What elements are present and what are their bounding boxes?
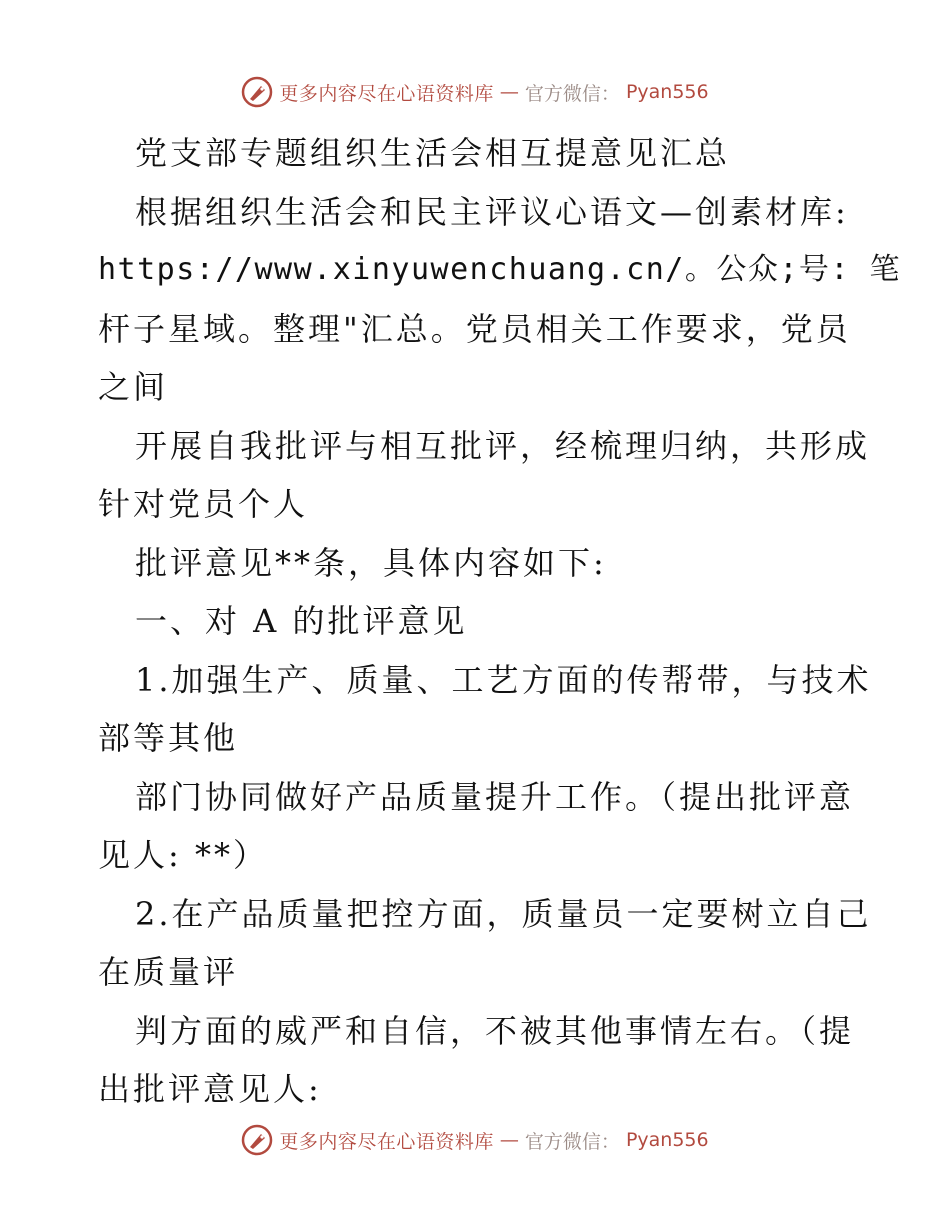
paragraph-line: 批评意见**条，具体内容如下:	[135, 543, 607, 582]
watermark-separator: —	[499, 81, 519, 103]
list-item-continuation: 在质量评	[98, 953, 239, 991]
pen-nib-icon	[241, 76, 273, 108]
list-item-continuation: 见人: **）	[98, 836, 268, 874]
watermark-label: 官方微信：	[524, 82, 620, 105]
watermark-account: Pyan556	[625, 1129, 709, 1151]
paragraph-line: 之间	[98, 368, 169, 406]
paragraph-line: 根据组织生活会和民主评议心语文—创素材库:	[135, 192, 849, 231]
list-item-continuation: 判方面的威严和自信，不被其他事情左右。（提	[135, 1011, 855, 1050]
document-title: 党支部专题组织生活会相互提意见汇总	[135, 134, 731, 172]
section-heading: 一、对 A 的批评意见	[135, 602, 468, 640]
list-item-continuation: 部门协同做好产品质量提升工作。（提出批评意	[135, 777, 855, 816]
list-item: 1.加强生产、质量、工艺方面的传帮带，与技术	[135, 660, 872, 699]
watermark-text: 更多内容尽在心语资料库	[279, 82, 494, 105]
pen-nib-icon	[241, 1124, 273, 1156]
watermark-separator: —	[499, 1129, 519, 1151]
list-item-continuation: 部等其他	[98, 719, 239, 757]
list-item: 2.在产品质量把控方面，质量员一定要树立自己	[135, 894, 872, 933]
watermark-text: 更多内容尽在心语资料库	[279, 1130, 494, 1153]
paragraph-line: 杆子星域。整理"汇总。党员相关工作要求，党员	[98, 309, 851, 348]
watermark-label: 官方微信：	[524, 1130, 620, 1153]
footer-watermark	[0, 1120, 950, 1160]
paragraph-line: 开展自我批评与相互批评，经梳理归纳，共形成	[135, 426, 871, 465]
header-watermark	[0, 72, 950, 112]
watermark-account: Pyan556	[625, 81, 709, 103]
paragraph-line-url: https://www.xinyuwenchuang.cn/。公众;号: 笔	[98, 252, 902, 287]
document-body	[98, 124, 902, 1119]
list-item-continuation: 出批评意见人:	[98, 1070, 322, 1108]
paragraph-line: 针对党员个人	[98, 485, 309, 523]
